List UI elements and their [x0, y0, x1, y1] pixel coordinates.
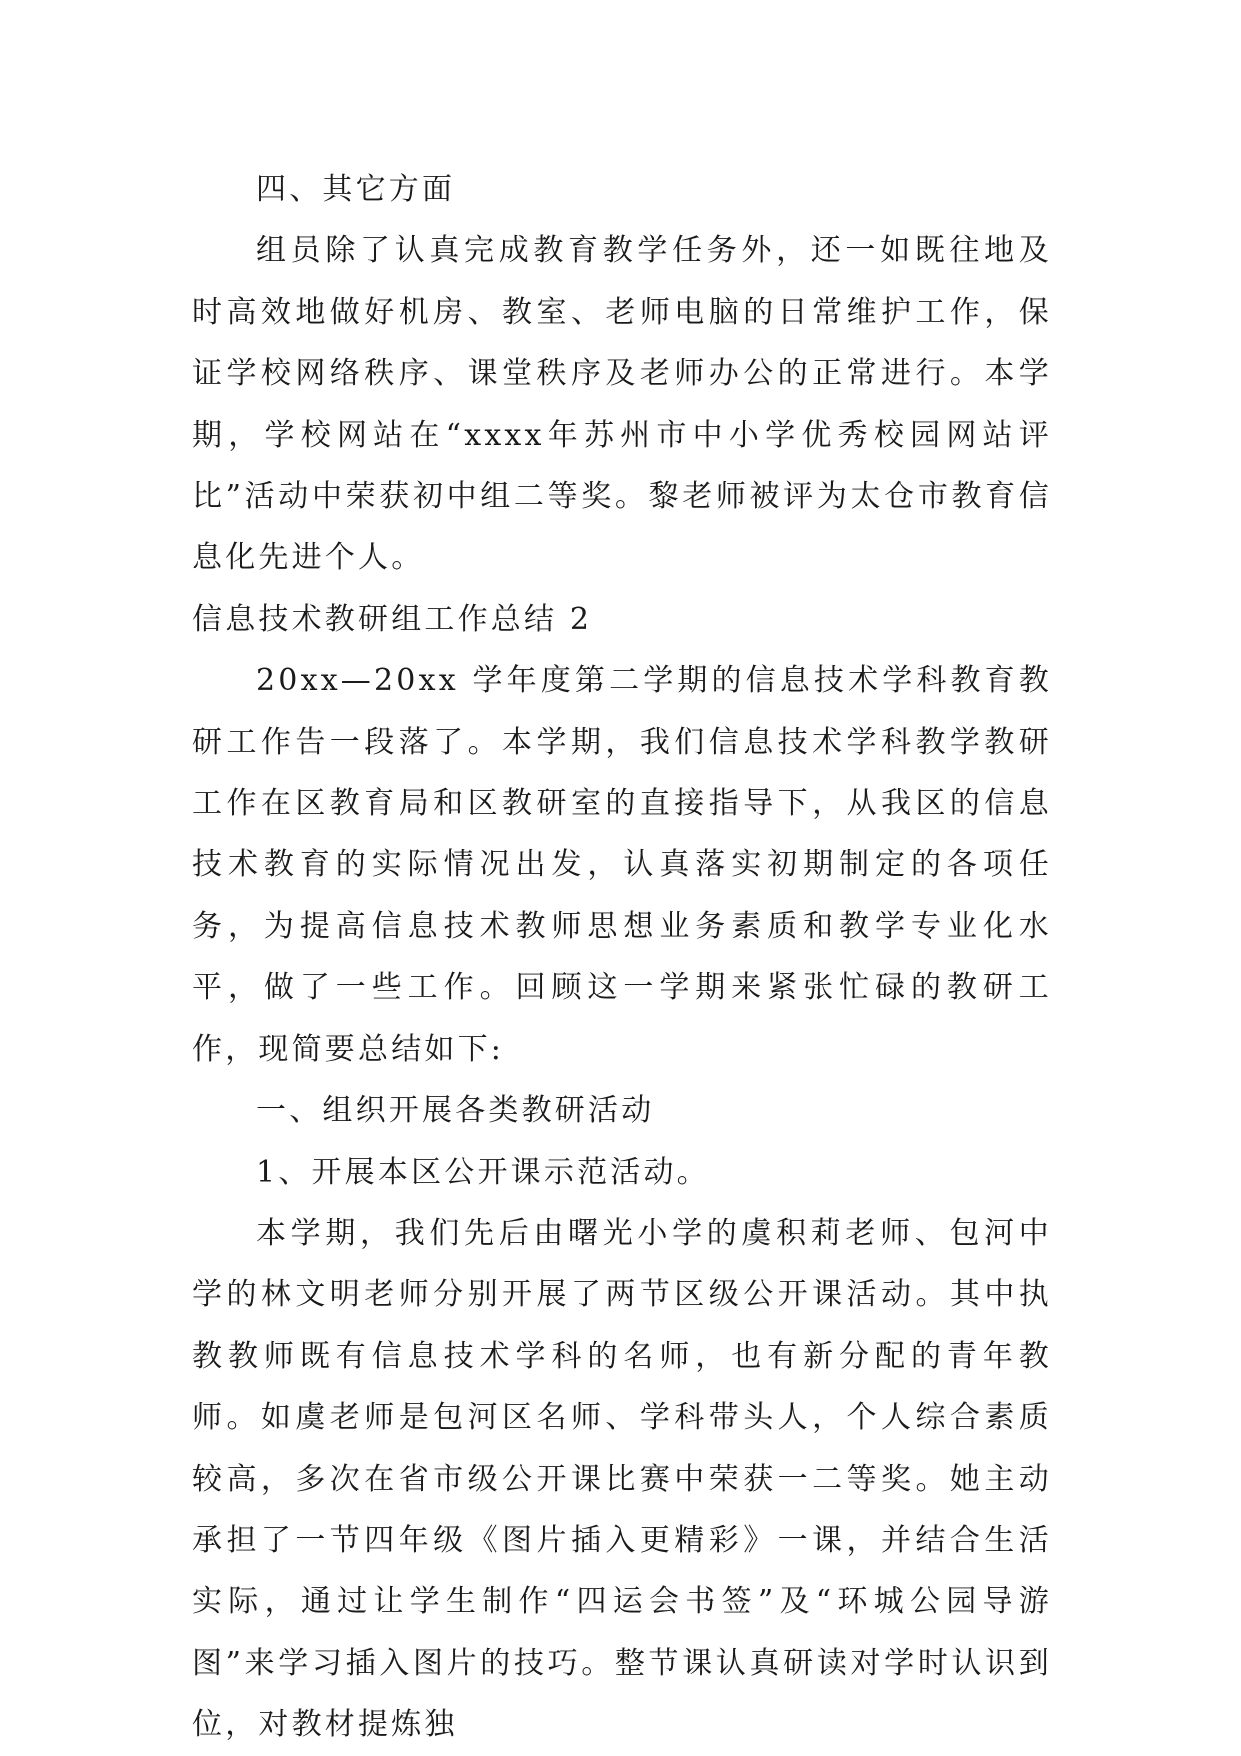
section-four-paragraph: 组员除了认真完成教育教学任务外，还一如既往地及时高效地做好机房、教室、老师电脑的日常维护工作，保证学校网络秩序、课堂秩序及老师办公的正常进行。本学期，学校网站在“xxxx年苏州市中小学优秀校园网站评比”活动中荣获初中组二等奖。黎老师被评为太仓市教育信息化先进个人。 [192, 233, 1052, 576]
document-body [192, 159, 1052, 1756]
section-four-heading: 四、其它方面 [256, 172, 456, 207]
subsection-one-heading: 1、开展本区公开课示范活动。 [256, 1154, 710, 1190]
intro-paragraph: 20xx—20xx 学年度第二学期的信息技术学科教育教研工作告一段落了。本学期，我们信息技术学科教学教研工作在区教育局和区教研室的直接指导下，从我区的信息技术教育的实际情况出发，认真落实初期制定的各项任务，为提高信息技术教师思想业务素质和教学专业化水平，做了一些工作。回顾这一学期来紧张忙碌的教研工作，现简要总结如下: [192, 663, 1052, 1067]
summary-two-title: 信息技术教研组工作总结 2 [192, 601, 593, 637]
section-one-heading: 一、组织开展各类教研活动 [256, 1093, 655, 1129]
open-class-paragraph: 本学期，我们先后由曙光小学的虞积莉老师、包河中学的林文明老师分别开展了两节区级公开课活动。其中执教教师既有信息技术学科的名师，也有新分配的青年教师。如虞老师是包河区名师、学科带头人，个人综合素质较高，多次在省市级公开课比赛中荣获一二等奖。她主动承担了一节四年级《图片插入更精彩》一课，并结合生活实际，通过让学生制作“四运会书签”及“环城公园导游图”来学习插入图片的技巧。整节课认真研读对学时认识到位，对教材提炼独 [192, 1215, 1052, 1743]
